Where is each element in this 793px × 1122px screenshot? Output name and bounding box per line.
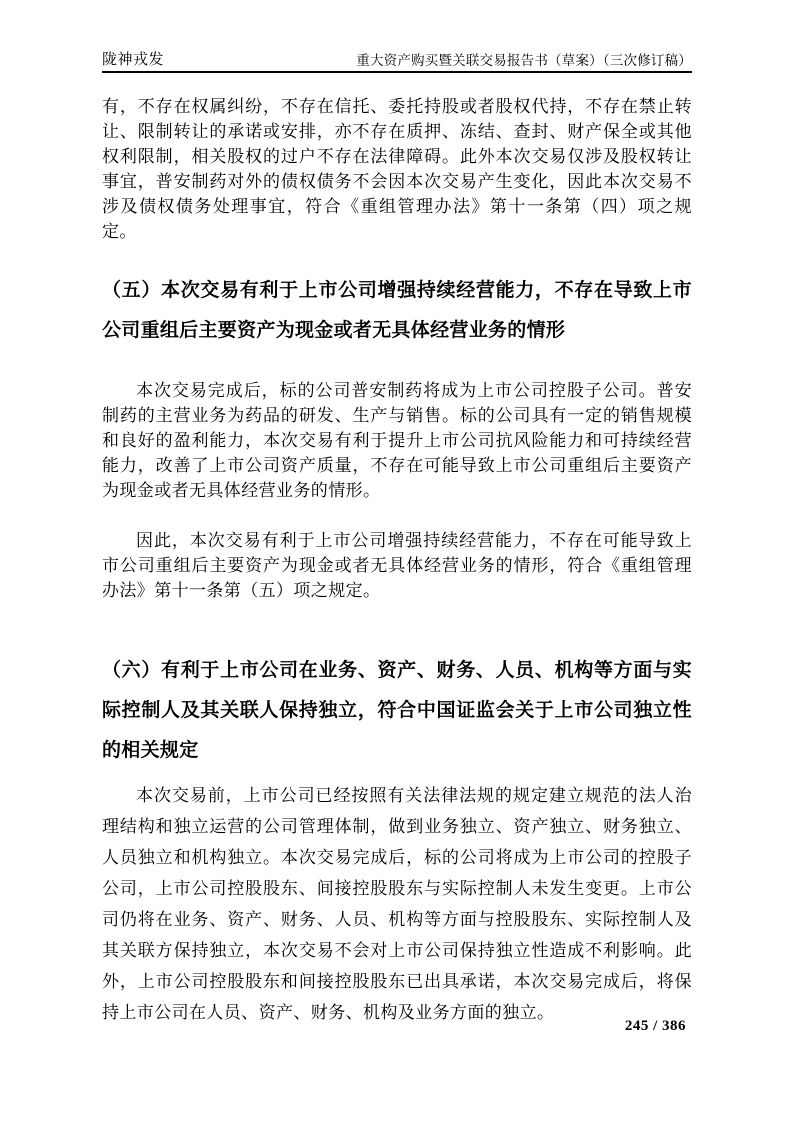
page-content: [102, 73, 692, 1028]
page-footer: [102, 1018, 686, 1035]
section-5-paragraph-2: 因此，本次交易有利于上市公司增强持续经营能力，不存在可能导致上市公司重组后主要资产为现金或者无具体经营业务的情形，符合《重组管理办法》第十一条第（五）项之规定。: [102, 531, 692, 600]
section-5-paragraph-1: 本次交易完成后，标的公司普安制药将成为上市公司控股子公司。普安制药的主营业务为药品的研发、生产与销售。标的公司具有一定的销售规模和良好的盈利能力，本次交易有利于提升上市公司抗风险能力和可持续经营能力，改善了上市公司资产质量，不存在可能导致上市公司重组后主要资产为现金或者无具体经营业务的情形。: [102, 381, 692, 500]
section-5-heading: （五）本次交易有利于上市公司增强持续经营能力，不存在导致上市公司重组后主要资产为现金或者无具体经营业务的情形: [102, 280, 692, 341]
page-header: [102, 49, 692, 73]
continuation-paragraph: 有，不存在权属纠纷，不存在信托、委托持股或者股权代持，不存在禁止转让、限制转让的承诺或安排，亦不存在质押、冻结、查封、财产保全或其他权利限制，相关股权的过户不存在法律障碍。此外本次交易仅涉及股权转让事宜，普安制药对外的债权债务不会因本次交易产生变化，因此本次交易不涉及债权债务处理事宜，符合《重组管理办法》第十一条第（四）项之规定。: [102, 97, 692, 241]
section-6-paragraph-1: 本次交易前，上市公司已经按照有关法律法规的规定建立规范的法人治理结构和独立运营的公司管理体制，做到业务独立、资产独立、财务独立、人员独立和机构独立。本次交易完成后，标的公司将成为上市公司的控股子公司，上市公司控股股东、间接控股股东与实际控制人未发生变更。上市公司仍将在业务、资产、财务、人员、机构等方面与控股股东、实际控制人及其关联方保持独立，本次交易不会对上市公司保持独立性造成不利影响。此外，上市公司控股股东和间接控股股东已出具承诺，本次交易完成后，将保持上市公司在人员、资产、财务、机构及业务方面的独立。: [102, 786, 692, 1022]
header-report-title: 重大资产购买暨关联交易报告书（草案）（三次修订稿）: [356, 53, 692, 68]
page-number: 245 / 386: [624, 1018, 686, 1034]
header-company-name: 陇神戎发: [102, 52, 165, 68]
section-6-heading: （六）有利于上市公司在业务、资产、财务、人员、机构等方面与实际控制人及其关联人保持独立，符合中国证监会关于上市公司独立性的相关规定: [102, 660, 692, 761]
